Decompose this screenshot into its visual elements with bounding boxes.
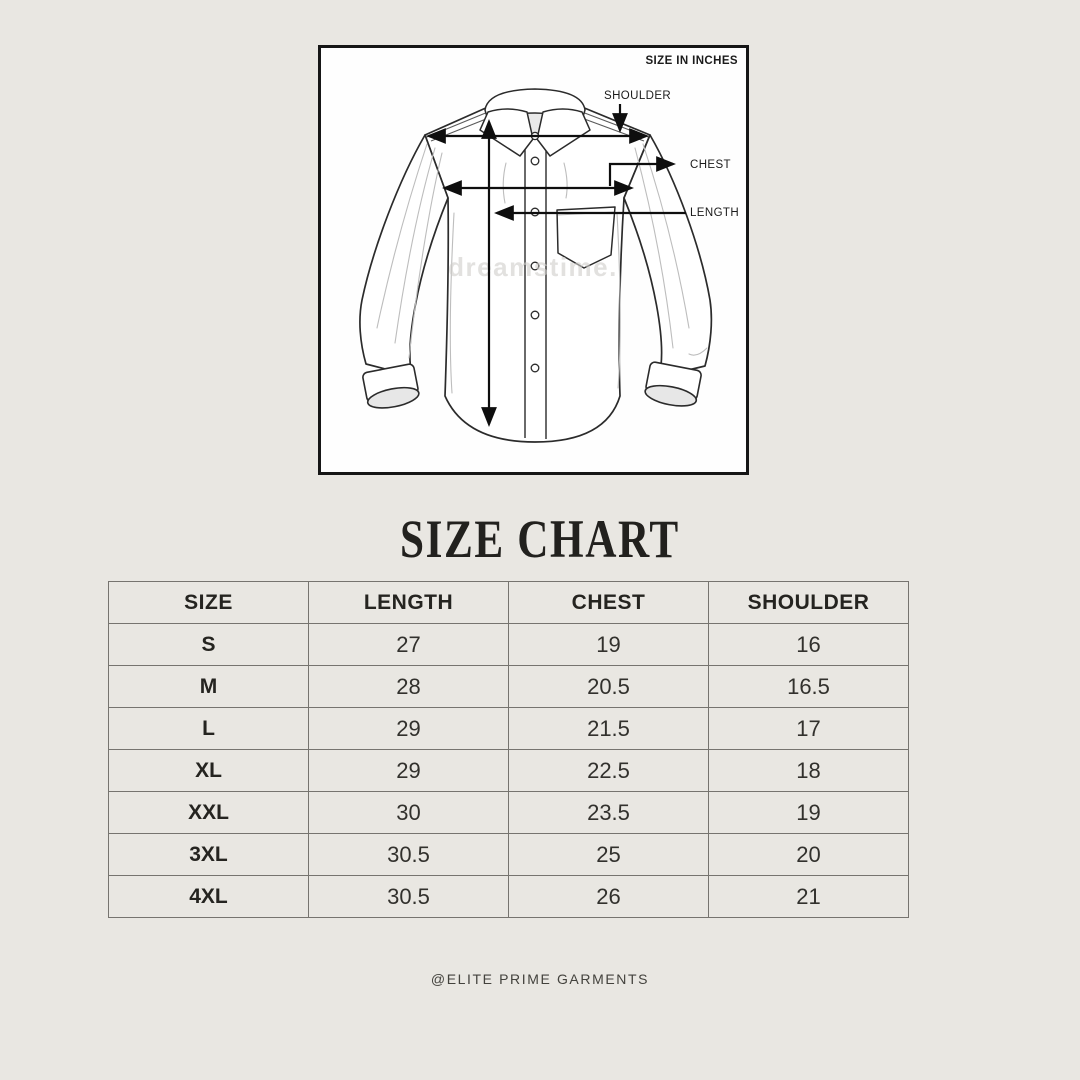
length-label: LENGTH	[690, 207, 740, 219]
cell-shoulder: 18	[709, 750, 909, 792]
cell-size: XL	[109, 750, 309, 792]
size-table	[108, 581, 909, 918]
cell-length: 30.5	[309, 876, 509, 918]
table-row	[109, 792, 909, 834]
chest-label: CHEST	[690, 159, 731, 171]
page-title-text: SIZE CHART	[400, 509, 680, 569]
cell-chest: 26	[509, 876, 709, 918]
table-row	[109, 834, 909, 876]
header-shoulder: SHOULDER	[709, 582, 909, 624]
cell-size: S	[109, 624, 309, 666]
watermark-text: dreamstime.	[448, 252, 618, 282]
cell-shoulder: 19	[709, 792, 909, 834]
header-chest: CHEST	[509, 582, 709, 624]
cell-length: 27	[309, 624, 509, 666]
header-length: LENGTH	[309, 582, 509, 624]
brand-footer: @ELITE PRIME GARMENTS	[430, 971, 650, 987]
cell-length: 30	[309, 792, 509, 834]
table-row	[109, 624, 909, 666]
cell-chest: 21.5	[509, 708, 709, 750]
cell-chest: 25	[509, 834, 709, 876]
cell-length: 29	[309, 750, 509, 792]
cuff-left	[362, 363, 420, 411]
shirt-illustration	[321, 48, 746, 472]
sleeve-right	[624, 135, 711, 377]
cell-shoulder: 16.5	[709, 666, 909, 708]
table-row	[109, 666, 909, 708]
cell-chest: 20.5	[509, 666, 709, 708]
cell-chest: 19	[509, 624, 709, 666]
cell-chest: 22.5	[509, 750, 709, 792]
cell-shoulder: 21	[709, 876, 909, 918]
shoulder-label: SHOULDER	[604, 90, 672, 102]
cell-length: 30.5	[309, 834, 509, 876]
cell-shoulder: 17	[709, 708, 909, 750]
cell-chest: 23.5	[509, 792, 709, 834]
cell-size: 3XL	[109, 834, 309, 876]
measurement-diagram-box	[318, 45, 749, 475]
cell-size: L	[109, 708, 309, 750]
cell-length: 28	[309, 666, 509, 708]
header-size: SIZE	[109, 582, 309, 624]
table-header-row	[109, 582, 909, 624]
table-row	[109, 876, 909, 918]
size-in-inches-note: SIZE IN INCHES	[645, 55, 738, 67]
table-row	[109, 708, 909, 750]
page-title	[0, 509, 1080, 569]
cell-size: 4XL	[109, 876, 309, 918]
table-row	[109, 750, 909, 792]
cell-size: M	[109, 666, 309, 708]
cell-length: 29	[309, 708, 509, 750]
cell-shoulder: 20	[709, 834, 909, 876]
cell-shoulder: 16	[709, 624, 909, 666]
cell-size: XXL	[109, 792, 309, 834]
sleeve-left	[360, 135, 448, 376]
